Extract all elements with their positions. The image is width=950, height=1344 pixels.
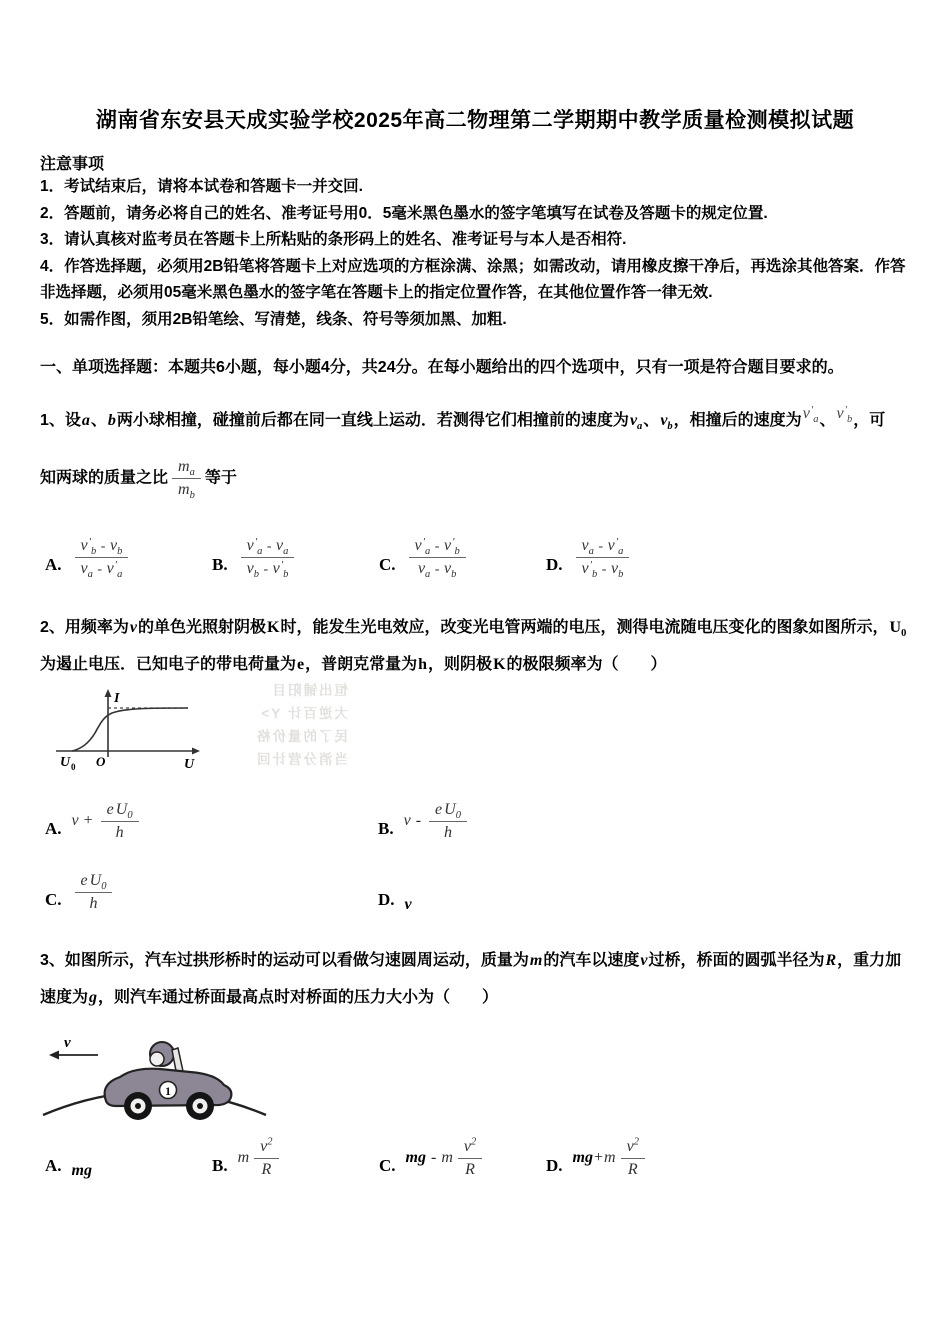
math-text: -: [411, 812, 426, 830]
q1-option-b: [212, 536, 379, 581]
fraction-numerator: [576, 536, 630, 558]
math-var: K: [267, 619, 280, 636]
math-var: $U_0$: [444, 801, 461, 822]
math-var: $v_b$: [246, 560, 259, 581]
math-var: $v_a$: [417, 560, 431, 581]
math-var: v: [403, 812, 411, 830]
math-var: $v^2$: [463, 1136, 477, 1155]
math-var: h: [115, 824, 124, 841]
option-formula-d: [572, 536, 634, 581]
question2-options: [45, 800, 910, 916]
math-var: $v'_a$: [106, 559, 123, 581]
fraction-numerator: [241, 536, 295, 558]
q1-option-c: [379, 536, 546, 581]
math-fraction: [75, 536, 129, 579]
math-text: -: [426, 1149, 441, 1167]
option-label-b: B.: [378, 819, 394, 838]
math-text: 、: [643, 412, 660, 429]
math-var: $U_0$: [115, 801, 133, 822]
math-var: v: [71, 812, 79, 830]
q1-option-a: [45, 536, 212, 581]
math-var: m: [441, 1149, 453, 1167]
question1-stem-continued: [40, 457, 910, 500]
section1-header: 一、单项选择题：本题共6小题，每小题4分，共24分。在每小题给出的四个选项中，只有一项是符合题目要求的。: [40, 359, 844, 376]
question1-stem: [40, 399, 910, 439]
option-formula-a: [71, 800, 143, 845]
math-text: 两小球相撞，碰撞前后都在同一直线上运动．若测得它们相撞前的速度为: [116, 412, 629, 429]
math-text: 3、如图所示，汽车过拱形桥时的运动可以看做匀速圆周运动，质量为: [40, 952, 529, 969]
bleed-line: 当消分营计回: [255, 752, 348, 767]
math-var: $v_a$: [276, 537, 289, 558]
math-text: 过桥，桥面的圆弧半径为: [648, 952, 825, 969]
math-text: ，普朗克常量为: [305, 656, 418, 673]
math-var: $v'_a$: [607, 536, 624, 558]
notice-item-3: 3．请认真核对监考员在答题卡上所粘贴的条形码上的姓名、准考证号与本人是否相符.: [40, 231, 627, 248]
fraction-denominator: [409, 558, 466, 579]
option-formula-c: [71, 871, 117, 916]
car-number: 1: [165, 1084, 171, 1098]
math-text: -: [598, 562, 610, 577]
math-text: -: [97, 539, 109, 554]
math-fraction: [101, 800, 139, 843]
math-fraction: [621, 1137, 645, 1180]
prime-mark: ′: [810, 404, 814, 416]
fraction-denominator: [621, 1159, 645, 1180]
math-var: mg: [71, 1162, 92, 1179]
math-var: $v^2$: [260, 1136, 273, 1155]
q2-option-a: [45, 800, 378, 845]
iv-curve-graph: [48, 687, 208, 779]
option-label-d: D.: [546, 555, 563, 574]
math-fraction: [172, 457, 201, 500]
option-label-c: C.: [379, 1156, 396, 1175]
math-text: 的极限频率为（ ）: [506, 656, 667, 673]
q1-option-d: [546, 536, 713, 581]
math-text: -: [431, 562, 443, 577]
math-var: h: [89, 895, 98, 912]
math-text: 的汽车以速度: [543, 952, 640, 969]
math-text: ，重力加速度为: [40, 952, 902, 1006]
math-var: e: [435, 801, 443, 818]
math-text: 等于: [204, 469, 237, 487]
fraction-numerator: [621, 1137, 645, 1159]
math-text: 的单色光照射阴极: [138, 619, 267, 636]
prime-mark: ′: [422, 536, 426, 548]
math-var: $v'_b$: [272, 559, 289, 581]
q3-option-a: [45, 1137, 212, 1182]
notice-item-2: 2．答题前，请务必将自己的姓名、准考证号用0．5毫米黑色墨水的签字笔填写在试卷及答题卡的规定位置.: [40, 204, 768, 222]
option-formula-c: [405, 1137, 487, 1182]
math-var: $v_a$: [80, 560, 93, 581]
math-text: -: [263, 539, 276, 554]
notice-heading: 注意事项: [40, 156, 105, 173]
bleed-line: 恒出铺阳目: [270, 683, 348, 698]
math-text: 、: [90, 412, 107, 429]
math-var: a: [81, 412, 90, 429]
math-var: $v'_b$: [836, 404, 853, 426]
fraction-numerator: [409, 536, 466, 558]
math-var: $v_b$: [610, 560, 624, 581]
math-var: h: [443, 824, 452, 841]
math-var: v: [129, 619, 138, 636]
fraction-numerator: [101, 800, 139, 822]
math-var: v: [640, 952, 648, 969]
prime-mark: ′: [589, 559, 593, 571]
math-var: $v^2$: [626, 1136, 639, 1155]
math-text: 时，能发生光电效应，改变光电管两端的电压，测得电流随电压变化的图象如图所示，: [280, 619, 889, 636]
option-label-c: C.: [379, 555, 396, 574]
option-label-a: A.: [45, 1156, 62, 1175]
question1-options: [45, 536, 910, 581]
math-var: e: [297, 656, 305, 673]
option-label-c: C.: [45, 890, 62, 909]
option-label-d: D.: [546, 1156, 563, 1175]
fraction-denominator: [75, 558, 129, 579]
math-text: ，则汽车通过桥面最高点时对桥面的压力大小为（ ）: [98, 989, 499, 1006]
prime-mark: ′: [280, 559, 284, 571]
fraction-numerator: [458, 1137, 482, 1159]
math-text: +: [79, 812, 97, 830]
fraction-numerator: [429, 800, 467, 822]
driver-face: [150, 1052, 164, 1066]
math-var: m: [604, 1149, 616, 1167]
math-var: $v_b$: [660, 412, 673, 433]
math-text: -: [93, 562, 106, 577]
math-text: 知两球的质量之比: [40, 469, 169, 487]
math-text: -: [259, 562, 272, 577]
option-label-d: D.: [378, 890, 395, 909]
math-text: ，可: [853, 412, 886, 429]
math-var: $v'_b$: [80, 536, 97, 558]
notice-item-1: 1．考试结束后，请将本试卷和答题卡一并交回.: [40, 178, 363, 195]
math-text: -: [431, 539, 443, 554]
car-velocity-label: v: [64, 1035, 71, 1051]
math-var: $m_b$: [178, 481, 195, 502]
fraction-numerator: [172, 457, 201, 479]
prime-mark: ′: [88, 536, 92, 548]
math-fraction: [409, 536, 466, 579]
math-var: $m_a$: [178, 458, 195, 479]
math-var: R: [465, 1161, 475, 1178]
math-var: $v_b$: [443, 560, 457, 581]
fraction-denominator: [254, 1159, 278, 1180]
q3-option-b: [212, 1137, 379, 1182]
math-var: K: [493, 656, 506, 673]
math-var: $v_a$: [581, 537, 594, 558]
math-var: e: [80, 872, 88, 889]
q2-iv-graph-figure: [48, 683, 910, 784]
option-label-a: A.: [45, 555, 62, 574]
prime-mark: ′: [254, 536, 258, 548]
math-text: 、: [819, 412, 836, 429]
prime-mark: ′: [452, 536, 455, 548]
math-var: $U_0$: [89, 872, 107, 893]
math-var: R: [627, 1161, 638, 1178]
fraction-denominator: [429, 822, 467, 843]
option-formula-a: [71, 1162, 93, 1182]
math-var: $v_a$: [629, 412, 643, 433]
prime-mark: ′: [114, 559, 118, 571]
fraction-numerator: [75, 536, 129, 558]
fraction-denominator: [458, 1159, 482, 1180]
q2-option-c: [45, 871, 378, 916]
graph-u0-subscript: 0: [71, 762, 76, 772]
math-var: $v'_a$: [414, 536, 431, 558]
math-var: R: [261, 1161, 272, 1178]
page-title: 湖南省东安县天成实验学校2025年高二物理第二学期期中教学质量检测模拟试题: [95, 109, 855, 132]
math-fraction: [254, 1137, 278, 1180]
math-var: e: [106, 801, 114, 818]
graph-u0-label: U: [60, 755, 71, 770]
question3-stem: [40, 942, 910, 1016]
fraction-numerator: [254, 1137, 278, 1159]
q3-option-c: [379, 1137, 546, 1182]
math-text: 2、用频率为: [40, 619, 129, 636]
fraction-denominator: [101, 822, 139, 843]
option-formula-d: [572, 1137, 649, 1182]
math-text: ，相撞后的速度为: [673, 412, 802, 429]
math-var: b: [107, 412, 116, 429]
q3-car-bridge-figure: [40, 1018, 910, 1125]
math-fraction: [458, 1137, 482, 1180]
notice-item-5: 5．如需作图，须用2B铅笔绘、写清楚，线条、符号等须加黑、加粗.: [40, 310, 507, 328]
math-var: R: [825, 952, 837, 969]
bleed-line: 民了的量价格: [255, 729, 348, 744]
math-var: v: [404, 896, 412, 913]
math-text: 1、设: [40, 412, 81, 429]
q3-option-d: [546, 1137, 713, 1182]
question2-stem: [40, 609, 910, 683]
option-label-a: A.: [45, 819, 62, 838]
graph-i-axis-label: I: [114, 691, 120, 706]
math-var: $v'_b$: [581, 559, 598, 581]
math-var: $v'_a$: [802, 404, 819, 426]
option-formula-b: [237, 1137, 283, 1182]
graph-origin-label: O: [96, 754, 106, 769]
graph-u-axis-label: U: [184, 757, 195, 772]
option-formula-b: [237, 536, 299, 581]
fraction-denominator: [576, 558, 630, 579]
notice-item-4: 4．作答选择题，必须用2B铅笔将答题卡上对应选项的方框涂满、涂黑；如需改动，请用橡皮擦干净后，再选涂其他答案．作答非选择题，必须用05毫米黑色墨水的签字笔在答题卡上的指定位置作答，在其他位置作答一律无效.: [40, 257, 906, 301]
math-fraction: [75, 871, 113, 914]
math-fraction: [429, 800, 467, 843]
math-text: -: [594, 539, 607, 554]
math-fraction: [241, 536, 295, 579]
math-text: 为遏止电压．已知电子的带电荷量为: [40, 656, 297, 673]
math-var: g: [89, 989, 98, 1006]
option-formula-c: [405, 536, 470, 581]
option-label-b: B.: [212, 1156, 228, 1175]
math-var: m: [237, 1149, 250, 1167]
math-var: $v'_a$: [246, 536, 263, 558]
math-fraction: [576, 536, 630, 579]
fraction-denominator: [172, 479, 201, 500]
math-var: h: [418, 656, 428, 673]
math-text: ，则阴极: [428, 656, 493, 673]
bleed-line: 大逆百计 Y>: [259, 706, 348, 721]
prime-mark: ′: [615, 536, 619, 548]
q2-option-d: [378, 871, 910, 916]
fraction-denominator: [75, 893, 113, 914]
fraction-denominator: [241, 558, 295, 579]
math-text: +: [593, 1149, 604, 1167]
question3-options: [45, 1137, 910, 1182]
prime-mark: ′: [844, 404, 847, 416]
math-var: $v_b$: [109, 537, 123, 558]
math-var: $U_0$: [889, 619, 907, 640]
option-label-b: B.: [212, 555, 228, 574]
option-formula-a: [71, 536, 133, 581]
option-formula-d: [404, 896, 413, 916]
car-on-arch-bridge-drawing: [40, 1018, 270, 1120]
q2-option-b: [378, 800, 910, 845]
math-var: m: [529, 952, 543, 969]
option-formula-b: [403, 800, 471, 845]
math-var: mg: [405, 1149, 426, 1167]
math-var: $v'_b$: [443, 536, 460, 558]
math-var: mg: [572, 1149, 593, 1167]
fraction-numerator: [75, 871, 113, 893]
notice-section: [40, 151, 910, 333]
